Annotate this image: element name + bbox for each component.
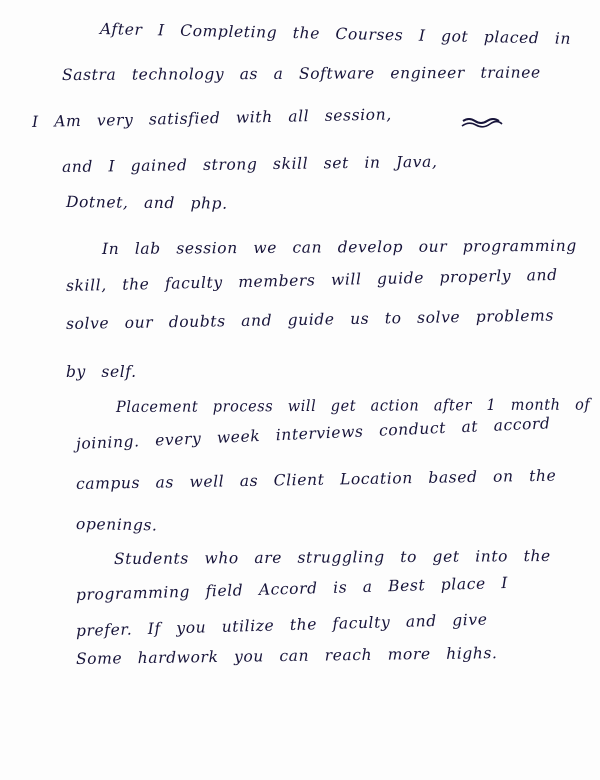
text-line: After I Completing the Courses I got placed in [99,20,572,48]
text-line: Students who are struggling to get into the [113,546,551,568]
text-line: I Am very satisfied with all session, [31,105,392,131]
text-line: skill, the faculty members will guide properly and [65,265,558,295]
text-line: openings. [75,515,158,535]
text-line: prefer. If you utilize the faculty and give [75,610,488,640]
text-line: In lab session we can develop our programming [101,236,577,258]
text-line: solve our doubts and guide us to solve problems [65,306,555,333]
text-line: and I gained strong skill set in Java, [61,152,438,176]
text-line: programming field Accord is a Best place I [75,573,509,604]
text-line: Placement process will get action after 1 month of [115,395,591,416]
text-line: campus as well as Client Location based on the [75,466,557,493]
text-line: Dotnet, and php. [65,193,228,213]
text-line: joining. every week interviews conduct at accord [75,414,551,453]
text-line: Sastra technology as a Software engineer trainee [61,63,541,84]
text-line: by self. [66,363,137,381]
text-line: Some hardwork you can reach more highs. [75,644,498,668]
